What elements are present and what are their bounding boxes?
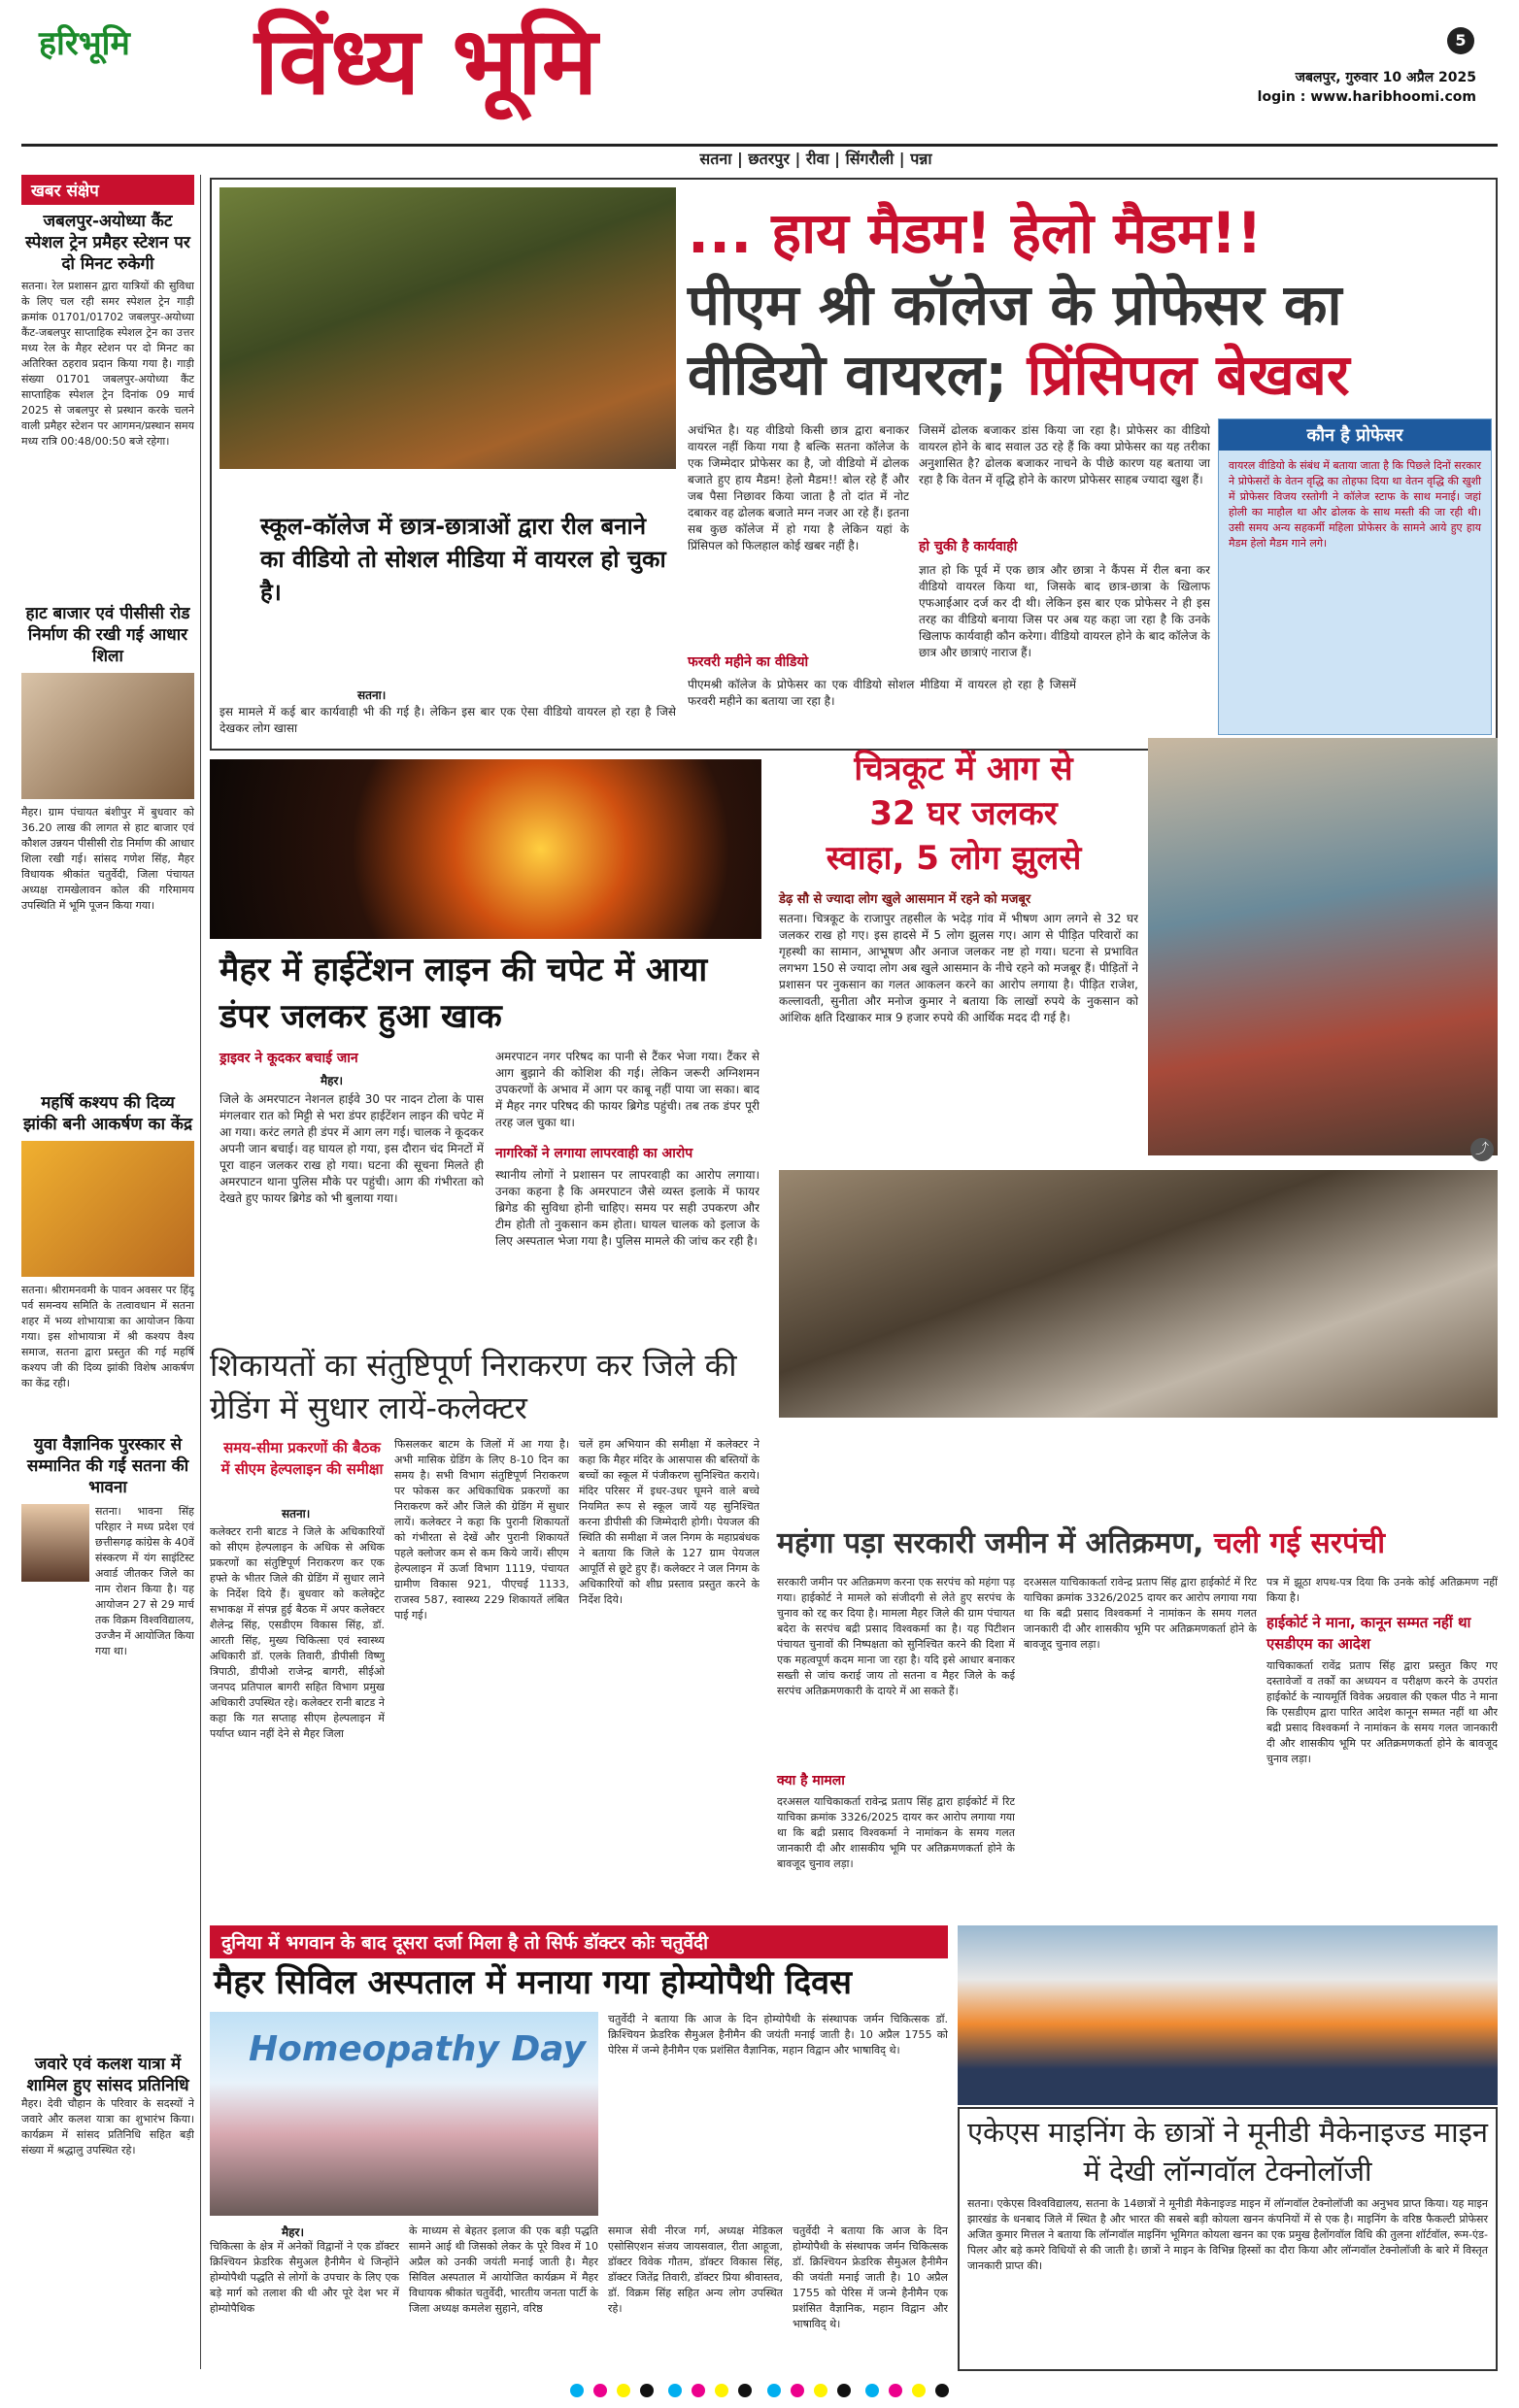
story-photo <box>210 2012 598 2216</box>
color-dot <box>837 2384 851 2397</box>
sidebox <box>1218 418 1492 735</box>
headline <box>688 343 1494 407</box>
deck: समय-सीमा प्रकरणों की बैठक में सीएम हेल्पलाइन की समीक्षा <box>220 1439 384 1478</box>
subheading: हो चुकी है कार्यवाही <box>919 539 1018 554</box>
subheading: क्या है मामला <box>777 1773 845 1789</box>
sidebar-divider <box>200 175 201 2369</box>
color-dot <box>593 2384 607 2397</box>
color-dot <box>715 2384 728 2397</box>
story-body: स्थानीय लोगों ने प्रशासन पर लापरवाही का आरोप लगाया। उनका कहना है कि अमरपाटन जैसे व्यस्त इलाके में फायर ब्रिगेड की सुविधा होनी चाहिए। समय पर सही उपकरण और टीम होती तो नुकसान कम होता। घायल चालक को इलाज के लिए अस्पताल भेजा गया है। पुलिस मामले की जांच कर रही है। <box>495 1168 760 1248</box>
brief-body: मैहर। ग्राम पंचायत बंशीपुर में बुधवार को 36.20 लाख की लागत से हाट बाजार एवं कौशल उन्नयन पीसीसी रोड निर्माण की आधार शिला रखी गई। सांसद गणेश सिंह, मैहर विधायक श्रीकांत चतुर्वेदी, जिला पंचायत अध्यक्ष रामखेलावन कोल की गरिमामय उपस्थिति में भूमि पूजन किया गया। <box>21 806 194 912</box>
story-photo <box>219 187 676 469</box>
brief-body: सतना। भावना सिंह परिहार ने मध्य प्रदेश एवं छत्तीसगढ़ कांग्रेस के 40वें संस्करण में यंग साइंटिस्ट अवार्ड जीतकर जिले का नाम रोशन किया है। यह आयोजन 27 से 29 मार्च तक विक्रम विश्वविद्यालय, उज्जैन में आयोजित किया गया था। <box>95 1505 194 1657</box>
masthead <box>0 0 1519 168</box>
kicker: दुनिया में भगवान के बाद दूसरा दर्जा मिला है तो सिर्फ डॉक्टर कोः चतुर्वेदी <box>210 1925 948 1958</box>
share-icon[interactable]: ⤴ <box>1470 1138 1494 1161</box>
sidebox-title: कौन है प्रोफेसर <box>1219 419 1491 451</box>
color-dot <box>889 2384 902 2397</box>
headline-part: प्रिंसिपल बेखबर <box>1027 342 1350 408</box>
story-body: के माध्यम से बेहतर इलाज की एक बड़ी पद्धति सामने आई थी जिसको लेकर के पूरे विश्व में 10 अप्रैल को उनकी जयंती मनाई जाती है। मैहर सिविल अस्पताल में आयोजित कार्यक्रम में मैहर विधायक श्रीकांत चतुर्वेदी, भारतीय जनता पार्टी के जिला अध्यक्ष कमलेश सुहाने, वरिष्ठ <box>409 2224 598 2315</box>
color-dot <box>570 2384 584 2397</box>
news-brief-sidebar <box>21 175 194 2369</box>
headline: पीएम श्री कॉलेज के प्रोफेसर का <box>688 272 1342 338</box>
brief-photo <box>21 673 194 799</box>
headline: चित्रकूट में आग से <box>854 750 1073 788</box>
dateline: सतना। <box>282 1507 311 1521</box>
sidebar-header: खबर संक्षेप <box>21 175 194 205</box>
color-dot <box>668 2384 682 2397</box>
story-body: सतना। चित्रकूट के राजापुर तहसील के भदेड़ गांव में भीषण आग लगने से 32 घर जलकर राख हो गए। इस हादसे में 5 लोग झुलस गए। आग से पीड़ित परिवारों का गृहस्थी का सामान, आभूषण और अनाज जलकर नष्ट हो गया। घटना से प्रभावित लगभग 150 से ज्यादा लोग अब खुले आसमान के नीचे रहने को मजबूर हैं। पीड़ितों ने प्रशासन पर नुकसान का गलत आकलन करने का आरोप लगाया है। पीड़ित राजेश, कल्लावती, सुनीता और मनोज कुमार ने बताया कि लाखों रुपये के नुकसान को आंशिक क्षति दिखाकर मात्र 9 हजार रुपये की आर्थिक मदद दी गई है। <box>779 912 1138 1024</box>
story-photo <box>210 759 761 939</box>
brief-body: सतना। श्रीरामनवमी के पावन अवसर पर हिंदू पर्व समन्वय समिति के तत्वावधान में सतना शहर में भव्य शोभायात्रा का आयोजन किया गया। इस शोभायात्रा में श्री कश्यप वैश्य समाज, सतना द्वारा प्रस्तुत की गई महर्षि कश्यप जी की दिव्य झांकी विशेष आकर्षण का केंद्र रही। <box>21 1284 194 1389</box>
story-body: जिले के अमरपाटन नेशनल हाईवे 30 पर नादन टोला के पास मंगलवार रात को मिट्टी से भरा डंपर हाईटेंशन लाइन की चपेट में आ गया। करंट लगते ही डंपर में आग लग गई। चालक ने कूदकर अपनी जान बचाई। वह घायल हो गया, इस दौरान चंद मिनटों में पूरा वाहन जलकर राख हो गया। घटना की सूचना मिलते ही अमरपाटन थाना पुलिस मौके पर पहुंची। आग की गंभीरता को देखते हुए फायर ब्रिगेड को भी बुलाया गया। <box>219 1092 484 1205</box>
story-body: चलें हम अभियान की समीक्षा में कलेक्टर ने कहा कि मैहर मंदिर के आसपास की बस्तियों के बच्चों का स्कूल में पंजीकरण सुनिश्चित कराये। मंदिर परिसर में इधर-उधर घूमने वाले बच्चे नियमित रूप से स्कूल जायें यह सुनिश्चित करना डीपीसी की जिम्मेदारी होगी। पेयजल की स्थिति की समीक्षा में जल निगम के महाप्रबंधक ने बताया कि जिले के 127 ग्राम पेयजल आपूर्ति से छूटे हुए हैं। कलेक्टर ने जल निगम के अधिकारियों को शीघ्र प्रस्ताव प्रस्तुत करने के निर्देश दिये। <box>579 1438 760 1606</box>
story-professor-video <box>210 178 1498 751</box>
sidebox-body: वायरल वीडियो के संबंध में बताया जाता है कि पिछले दिनों सरकार ने प्रोफेसरों के वेतन वृद्धि का तोहफा दिया था वेतन वृद्धि की खुशी में प्रोफेसर विजय रस्तोगी ने कॉलेज स्टाफ के साथ मनाई। जहां होली का माहौल था और ढोलक के साथ मस्ती की जा रही थी। उसी समय अन्य सहकर्मी महिला प्रोफेसर के सामने आये हुए हाय मैडम हेलो मैडम गाने लगे। <box>1229 459 1481 550</box>
headline-part: चली गई सरपंची <box>1213 1526 1385 1560</box>
color-dot <box>791 2384 804 2397</box>
color-dot <box>617 2384 630 2397</box>
dateline: सतना। <box>357 688 387 702</box>
story-body: चिकित्सा के क्षेत्र में अनेकों विद्वानों ने एक डॉक्टर क्रिश्चियन फ्रेडरिक सैमुअल हैनीमैन थे जिन्होंने होम्योपैथी पद्धति से लोगों के उपचार के लिए एक बड़े मार्ग को तलाश की थी और पूरे देश भर में होम्योपैथिक <box>210 2240 399 2315</box>
headline-part: वीडियो वायरल; <box>688 342 1008 408</box>
story-body: सतना। एकेएस विश्वविद्यालय, सतना के 14छात्रों ने मूनीडी मैकेनाइज्ड माइन में लॉन्गवॉल टेक्नोलॉजी का अनुभव प्राप्त किया। यह माइन झारखंड के धनबाद जिले में स्थित है और भारत की सबसे बड़ी कोयला खनन कंपनियों में से एक है। माइनिंग के वरिष्ठ फैकल्टी प्रोफेसर अजित कुमार मित्तल ने बताया कि लॉन्गवॉल माइनिंग भूमिगत कोयला खनन का एक प्रमुख हैलोंगवॉल विधि की तुलना शॉर्टवॉल, रूम-एंड-पिलर और बड़े कमरे विधियों से की जाती है। छात्रों ने माइन के विभिन्न हिस्सों का दौरा किया और लॉन्गवॉल टेक्नोलॉजी के बारे में विस्तृत जानकारी प्राप्त की। <box>967 2197 1488 2272</box>
story-body: कलेक्टर रानी बाटड ने जिले के अधिकारियों को सीएम हेल्पलाइन के अधिक से अधिक प्रकरणों का संतुष्टिपूर्ण निराकरण कर एक हफ्ते के भीतर जिले की ग्रेडिंग में सुधार लाने के निर्देश दिये हैं। बुधवार को कलेक्ट्रेट सभाकक्ष में संपन्न हुई बैठक में अपर कलेक्टर शैलेन्द्र सिंह, एसडीएम विकास सिंह, डॉ. आरती सिंह, मुख्य चिकित्सा एवं स्वास्थ्य अधिकारी डॉ. एलके तिवारी, डीपीसी विष्णु त्रिपाठी, डीपीओ राजेन्द्र बागरी, सीईओ जनपद प्रतिपाल बागरी सहित विभाग प्रमुख अधिकारी उपस्थित रहे। कलेक्टर रानी बाटड ने कहा कि गत सप्ताह सीएम हेल्पलाइन में पर्याप्त ध्यान नहीं देने से मैहर जिला <box>210 1525 385 1740</box>
photo-caption: स्कूल-कॉलेज में छात्र-छात्राओं द्वारा रील बनाने का वीडियो तो सोशल मीडिया में वायरल हो चुका है। <box>260 513 666 606</box>
headline: ... हाय मैडम! हेलो मैडम!! <box>688 200 1263 266</box>
story-photo <box>1148 738 1498 1155</box>
login-link[interactable]: login : www.haribhoomi.com <box>1257 89 1476 105</box>
photo-banner-text: Homeopathy Day <box>249 2029 586 2069</box>
headline: 32 घर जलकर <box>869 794 1058 833</box>
brand-logo: हरिभूमि <box>39 24 130 63</box>
headline: शिकायतों का संतुष्टिपूर्ण निराकरण कर जिले की ग्रेडिंग में सुधार लायें-कलेक्टर <box>210 1347 737 1426</box>
brief-title: जबलपुर-अयोध्या कैंट स्पेशल ट्रेन प्रमैहर स्टेशन पर दो मिनट रुकेगी <box>25 212 190 274</box>
district-strip: सतना | छतरपुर | रीवा | सिंगरौली | पन्ना <box>699 150 932 168</box>
story-mining-visit <box>958 2107 1498 2371</box>
story-body: ज्ञात हो कि पूर्व में एक छात्र और छात्रा ने कैंपस में रील बना कर वीडियो वायरल किया था, जिसके बाद छात्र-छात्रा के खिलाफ एफआईआर दर्ज कर दी थी। लेकिन इस बार एक प्रोफेसर ने ही इस तरह का वीडियो बनाया जिस पर अब यह कहा जा रहा है कि उनके खिलाफ कार्यवाही कौन करेगा। वीडियो वायरल होने के बाद कॉलेज के छात्र और छात्राएं नाराज हैं। <box>919 563 1210 659</box>
brief-body: मैहर। देवी चौहान के परिवार के सदस्यों ने जवारे और कलश यात्रा का शुभारंभ किया। कार्यक्रम में सांसद प्रतिनिधि सहित बड़ी संख्या में श्रद्धालु उपस्थित रहे। <box>21 2097 194 2157</box>
headline: मैहर में हाईटेंशन लाइन की चपेट में आया डंपर जलकर हुआ खाक <box>219 951 708 1036</box>
story-body: चतुर्वेदी ने बताया कि आज के दिन होम्योपैथी के संस्थापक जर्मन चिकित्सक डॉ. क्रिश्चियन फ्रेडरिक सैमुअल हैनीमैन की जयंती मनाई जाती है। 10 अप्रैल 1755 को पेरिस में जन्मे हैनीमैन एक प्रशंसित वैज्ञानिक, महान विद्वान और भाषाविद् थे। <box>608 2013 948 2057</box>
masthead-rule <box>21 144 1498 147</box>
story-body: पीएमश्री कॉलेज के प्रोफेसर का एक वीडियो सोशल मीडिया में वायरल हो रहा है जिसमें फरवरी महीने का बताया जा रहा है। <box>688 678 1076 708</box>
brief-title: महर्षि कश्यप की दिव्य झांकी बनी आकर्षण का केंद्र <box>22 1093 193 1134</box>
story-photo <box>779 1170 1498 1418</box>
headline: स्वाहा, 5 लोग झुलसे <box>826 839 1082 878</box>
brief-title: जवारे एवं कलश यात्रा में शामिल हुए सांसद प्रतिनिधि <box>26 2055 189 2095</box>
brief-title: युवा वैज्ञानिक पुरस्कार से सम्मानित की गईं सतना की भावना <box>26 1435 189 1497</box>
subheading: हाईकोर्ट ने माना, कानून सम्मत नहीं था एसडीएम का आदेश <box>1266 1614 1471 1653</box>
subheading: ड्राइवर ने कूदकर बचाई जान <box>219 1051 358 1066</box>
avatar <box>21 1504 89 1582</box>
brief-title: हाट बाजार एवं पीसीसी रोड निर्माण की रखी गई आधार शिला <box>25 604 190 666</box>
brief-body: सतना। रेल प्रशासन द्वारा यात्रियों की सुविधा के लिए चल रही समर स्पेशल ट्रेन गाड़ी क्रमांक 01701/01702 जबलपुर-अयोध्या कैंट-जबलपुर साप्ताहिक स्पेशल ट्रेन का उत्तर मध्य रेल के मैहर स्टेशन पर दो मिनट का अतिरिक्त ठहराव प्रदान किया गया है। गाड़ी संख्या 01701 जबलपुर-अयोध्या कैंट साप्ताहिक स्पेशल ट्रेन दिनांक 09 मार्च 2025 से जबलपुर से प्रस्थान करके चलने वाली प्रमैहर स्टेशन पर आगमन/प्रस्थान समय मध्य रात्रि 00:48/00:50 बजे रहेगा। <box>21 280 194 448</box>
color-dot <box>814 2384 827 2397</box>
edition-date: जबलपुर, गुरुवार 10 अप्रैल 2025 <box>1295 70 1476 85</box>
story-body: दरअसल याचिकाकर्ता रावेन्द्र प्रताप सिंह द्वारा हाईकोर्ट में रिट याचिका क्रमांक 3326/2025 दायर कर आरोप लगाया गया था कि बद्री प्रसाद विश्वकर्मा ने नामांकन के समय गलत जानकारी दी और शासकीय भूमि पर अतिक्रमणकर्ता होने के बावजूद चुनाव लड़ा। <box>1024 1576 1257 1651</box>
page-number: 5 <box>1447 27 1474 54</box>
story-chitrakoot-fire <box>769 738 1498 1301</box>
story-body: फिसलकर बाटम के जिलों में आ गया है। अभी मासिक ग्रेडिंग के लिए 8-10 दिन का समय है। सभी विभाग संतुष्टिपूर्ण निराकरण पर फोकस कर अधिकाधिक प्रकरणों का निराकरण करें और जिले की ग्रेडिंग में सुधार लायें। कलेक्टर ने कहा कि पुरानी शिकायतों को गंभीरता से देखें और पुरानी शिकायतें पहले क्लोजर कम से कम किये जायें। सीएम हेल्पलाइन में ऊर्जा विभाग 1119, पंचायत ग्रामीण विकास 921, पीएचई 1133, राजस्व 587, स्वास्थ्य 229 शिकायतें लंबित पाई गई। <box>394 1438 569 1622</box>
story-body: अमरपाटन नगर परिषद का पानी से टैंकर भेजा गया। टैंकर से आग बुझाने की कोशिश की गई। लेकिन जरूरी अग्निशमन उपकरणों के अभाव में आग पर काबू नहीं पाया जा सका। बाद में मैहर नगर परिषद की फायर ब्रिगेड पहुंची। तब तक डंपर पूरी तरह जल चुका था। <box>495 1050 760 1129</box>
registration-marks <box>117 2383 1402 2401</box>
color-dot <box>738 2384 752 2397</box>
headline: मैहर सिविल अस्पताल में मनाया गया होम्योपैथी दिवस <box>214 1963 853 2002</box>
story-body: जिसमें ढोलक बजाकर डांस किया जा रहा है। प्रोफेसर का वीडियो वायरल होने के बाद सवाल उठ रहे हैं कि क्या प्रोफेसर का यह तरीका अनुशासित है? ढोलक बजाकर नाचने के पीछे कारण यह बताया जा रहा है कि वेतन में वृद्धि होने के कारण प्रोफेसर साहब ज्यादा खुश हैं। <box>919 423 1210 486</box>
headline: एकेएस माइनिंग के छात्रों ने मूनीडी मैकेनाइज्ड माइन में देखी लॉन्गवॉल टेक्नोलॉजी <box>967 2116 1488 2188</box>
story-body: दरअसल याचिकाकर्ता रावेन्द्र प्रताप सिंह द्वारा हाईकोर्ट में रिट याचिका क्रमांक 3326/2025 दायर कर आरोप लगाया गया था कि बद्री प्रसाद विश्वकर्मा ने नामांकन के समय गलत जानकारी दी और शासकीय भूमि पर अतिक्रमणकर्ता होने के बावजूद चुनाव लड़ा। <box>777 1795 1015 1870</box>
color-dot <box>640 2384 654 2397</box>
story-body: इस मामले में कई बार कार्यवाही भी की गई है। लेकिन इस बार एक ऐसा वीडियो वायरल हो रहा है जिसे देखकर लोग खासा <box>219 705 676 735</box>
deck: डेढ़ सौ से ज्यादा लोग खुले आसमान में रहने को मजबूर <box>779 892 1031 907</box>
story-body: समाज सेवी नीरज गर्ग, अध्यक्ष मेडिकल एसोसिएशन संजय जायसवाल, रीता आहूजा, डॉक्टर विवेक गौतम, डॉक्टर विकास सिंह, डॉक्टर जितेंद्र तिवारी, डॉक्टर प्रिया श्रीवास्तव, डॉ. विक्रम सिंह सहित अन्य लोग उपस्थित रहे। <box>608 2224 783 2315</box>
dateline: मैहर। <box>282 2225 305 2239</box>
story-body: चतुर्वेदी ने बताया कि आज के दिन होम्योपैथी के संस्थापक जर्मन चिकित्सक डॉ. क्रिश्चियन फ्रेडरिक सैमुअल हैनीमैन की जयंती मनाई जाती है। 10 अप्रैल 1755 को पेरिस में जन्मे हैनीमैन एक प्रशंसित वैज्ञानिक, महान विद्वान और भाषाविद् थे। <box>793 2224 948 2330</box>
dateline: मैहर। <box>321 1074 344 1087</box>
subheading: नागरिकों ने लगाया लापरवाही का आरोप <box>495 1146 693 1161</box>
color-dot <box>912 2384 926 2397</box>
headline-part: महंगा पड़ा सरकारी जमीन में अतिक्रमण, <box>777 1526 1204 1560</box>
color-dot <box>935 2384 949 2397</box>
story-body: पत्र में झूठा शपथ-पत्र दिया कि उनके कोई अतिक्रमण नहीं किया है। <box>1266 1576 1498 1604</box>
story-body: सरकारी जमीन पर अतिक्रमण करना एक सरपंच को महंगा पड़ गया। हाईकोर्ट ने मामले को संजीदगी से लेते हुए सरपंच के चुनाव को रद्द कर दिया है। मामला मैहर जिले की ग्राम पंचायत बदेरा के सरपंच बद्री प्रसाद विश्वकर्मा का है। यह पिटीशन पंचायत चुनावों की निष्पक्षता को सुनिश्चित करने की दिशा में एक महत्वपूर्ण कदम माना जा रहा है। यदि इसे आधार बनाकर सख्ती से जांच कराई जाय तो सतना व मैहर जिले के कई सरपंच अतिक्रमणकारी के दायरे में आ सकते हैं। <box>777 1576 1015 1697</box>
color-dot <box>865 2384 879 2397</box>
brief-photo <box>21 1141 194 1277</box>
color-dot <box>767 2384 781 2397</box>
page-title: विंध्य भूमि <box>254 6 598 116</box>
subheading: फरवरी महीने का वीडियो <box>688 654 809 670</box>
color-dot <box>692 2384 705 2397</box>
story-body: अचंभित है। यह वीडियो किसी छात्र द्वारा बनाकर वायरल नहीं किया गया है बल्कि सतना कॉलेज के एक जिम्मेदार प्रोफेसर का है, जो वीडियो में ढोलक बजाते हुए हाय मैडम! हेलो मैडम!! बोल रहे हैं और जब पैसा निछावर किया जाता है तो दांत में नोट दबाकर वह ढोलक बजाते मग्न नजर आ रहे हैं। इतना सब कुछ कॉलेज में हो गया है लेकिन यहां के प्रिंसिपल को फिलहाल कोई खबर नहीं है। <box>688 423 909 552</box>
headline <box>777 1524 1496 1563</box>
story-photo <box>958 1925 1498 2105</box>
story-body: याचिकाकर्ता रावेंद्र प्रताप सिंह द्वारा प्रस्तुत किए गए दस्तावेजों व तर्कों का अध्ययन व परीक्षण करने के उपरांत हाईकोर्ट के न्यायमूर्ति विवेक अग्रवाल की एकल पीठ ने माना कि एसडीएम द्वारा पारित आदेश कानून सम्मत नहीं था और बद्री प्रसाद विश्वकर्मा ने नामांकन के समय गलत जानकारी दी और शासकीय भूमि पर अतिक्रमणकर्ता होने के बावजूद चुनाव लड़ा। <box>1266 1659 1498 1765</box>
